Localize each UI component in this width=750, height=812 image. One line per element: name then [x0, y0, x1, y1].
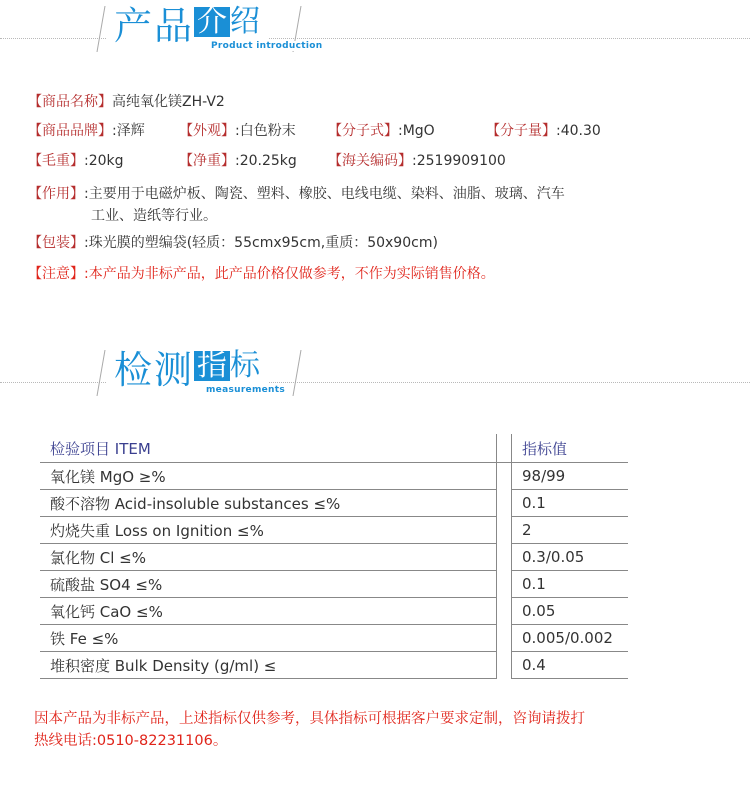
usage-value-cont: 工业、造纸等行业。: [91, 208, 217, 224]
name-label: 【商品名称】: [28, 94, 112, 110]
table-row: [40, 571, 628, 598]
row-item: 堆积密度 Bulk Density (g/ml) ≤: [40, 652, 497, 679]
spec-table: [40, 434, 628, 679]
table-row: [40, 652, 628, 679]
row-item: 氧化钙 CaO ≤%: [40, 598, 497, 625]
header-item: 检验项目 ITEM: [40, 434, 497, 463]
row-value: 0.1: [512, 571, 629, 598]
row-value: 98/99: [512, 463, 629, 490]
hs-code-label: 【海关编码】: [328, 153, 412, 169]
title-text-end: 标: [230, 348, 261, 383]
notice-label: 【注意】: [28, 266, 84, 282]
net-label: 【净重】: [179, 153, 235, 169]
table-row: [40, 625, 628, 652]
title-text-end: 绍: [230, 4, 261, 39]
row-value: 0.3/0.05: [512, 544, 629, 571]
table-header-row: [40, 434, 628, 463]
notice-value: :本产品为非标产品，此产品价格仅做参考，不作为实际销售价格。: [84, 266, 495, 282]
gross-value: :20kg: [84, 153, 124, 169]
header-value: 指标值: [512, 434, 629, 463]
brand-label: 【商品品牌】: [28, 123, 112, 139]
usage-label: 【作用】: [28, 186, 84, 202]
title-text: 产品: [114, 4, 195, 48]
section-subtitle: measurements: [206, 385, 286, 395]
brand-value: :泽辉: [112, 123, 145, 139]
table-row: [40, 544, 628, 571]
info-row-brand: [28, 121, 728, 141]
package-label: 【包装】: [28, 235, 84, 251]
net-value: :20.25kg: [235, 153, 297, 169]
column-gap: [497, 517, 512, 544]
name-value: 高纯氧化镁ZH-V2: [112, 94, 225, 110]
title-highlight: 介: [194, 7, 230, 37]
info-row-usage: [28, 184, 565, 204]
appearance-label: 【外观】: [179, 123, 235, 139]
row-item: 灼烧失重 Loss on Ignition ≤%: [40, 517, 497, 544]
column-gap: [497, 434, 512, 463]
row-item: 氯化物 Cl ≤%: [40, 544, 497, 571]
column-gap: [497, 625, 512, 652]
column-gap: [497, 544, 512, 571]
column-gap: [497, 571, 512, 598]
measurement-note: [34, 708, 694, 752]
section-subtitle: Product introduction: [211, 41, 323, 51]
header-slash-left: [96, 350, 106, 396]
header-slash-left: [96, 6, 106, 52]
row-item: 铁 Fe ≤%: [40, 625, 497, 652]
weight-value: :40.30: [556, 123, 601, 139]
note-line-hotline: 热线电话:0510-82231106。: [34, 733, 228, 749]
table-row: [40, 517, 628, 544]
row-value: 2: [512, 517, 629, 544]
usage-value: :主要用于电磁炉板、陶瓷、塑料、橡胶、电线电缆、染料、油脂、玻璃、汽车: [84, 186, 565, 202]
formula-value: :MgO: [398, 123, 435, 139]
formula-label: 【分子式】: [328, 123, 398, 139]
column-gap: [497, 652, 512, 679]
table-row: [40, 598, 628, 625]
table-row: [40, 490, 628, 517]
info-row-package: [28, 233, 438, 253]
product-intro-header: [0, 0, 750, 60]
row-value: 0.05: [512, 598, 629, 625]
row-item: 硫酸盐 SO4 ≤%: [40, 571, 497, 598]
column-gap: [497, 490, 512, 517]
info-row-name: [28, 92, 225, 112]
row-value: 0.005/0.002: [512, 625, 629, 652]
row-value: 0.4: [512, 652, 629, 679]
column-gap: [497, 463, 512, 490]
table-row: [40, 463, 628, 490]
column-gap: [497, 598, 512, 625]
row-item: 氧化镁 MgO ≥%: [40, 463, 497, 490]
measurements-header: [0, 344, 750, 404]
header-slash-right: [292, 350, 302, 396]
info-row-notice: [28, 264, 495, 284]
info-row-usage-cont: [91, 206, 217, 226]
appearance-value: :白色粉末: [235, 123, 296, 139]
title-highlight: 指: [194, 351, 230, 381]
hs-code-value: :2519909100: [412, 153, 506, 169]
row-item: 酸不溶物 Acid-insoluble substances ≤%: [40, 490, 497, 517]
info-row-weight: [28, 151, 728, 171]
weight-label: 【分子量】: [486, 123, 556, 139]
note-line: 因本产品为非标产品，上述指标仅供参考，具体指标可根据客户要求定制，咨询请拨打: [34, 711, 585, 727]
row-value: 0.1: [512, 490, 629, 517]
title-text: 检测: [114, 348, 195, 392]
gross-label: 【毛重】: [28, 153, 84, 169]
package-value: :珠光膜的塑编袋(轻质：55cmx95cm,重质：50x90cm): [84, 235, 438, 251]
